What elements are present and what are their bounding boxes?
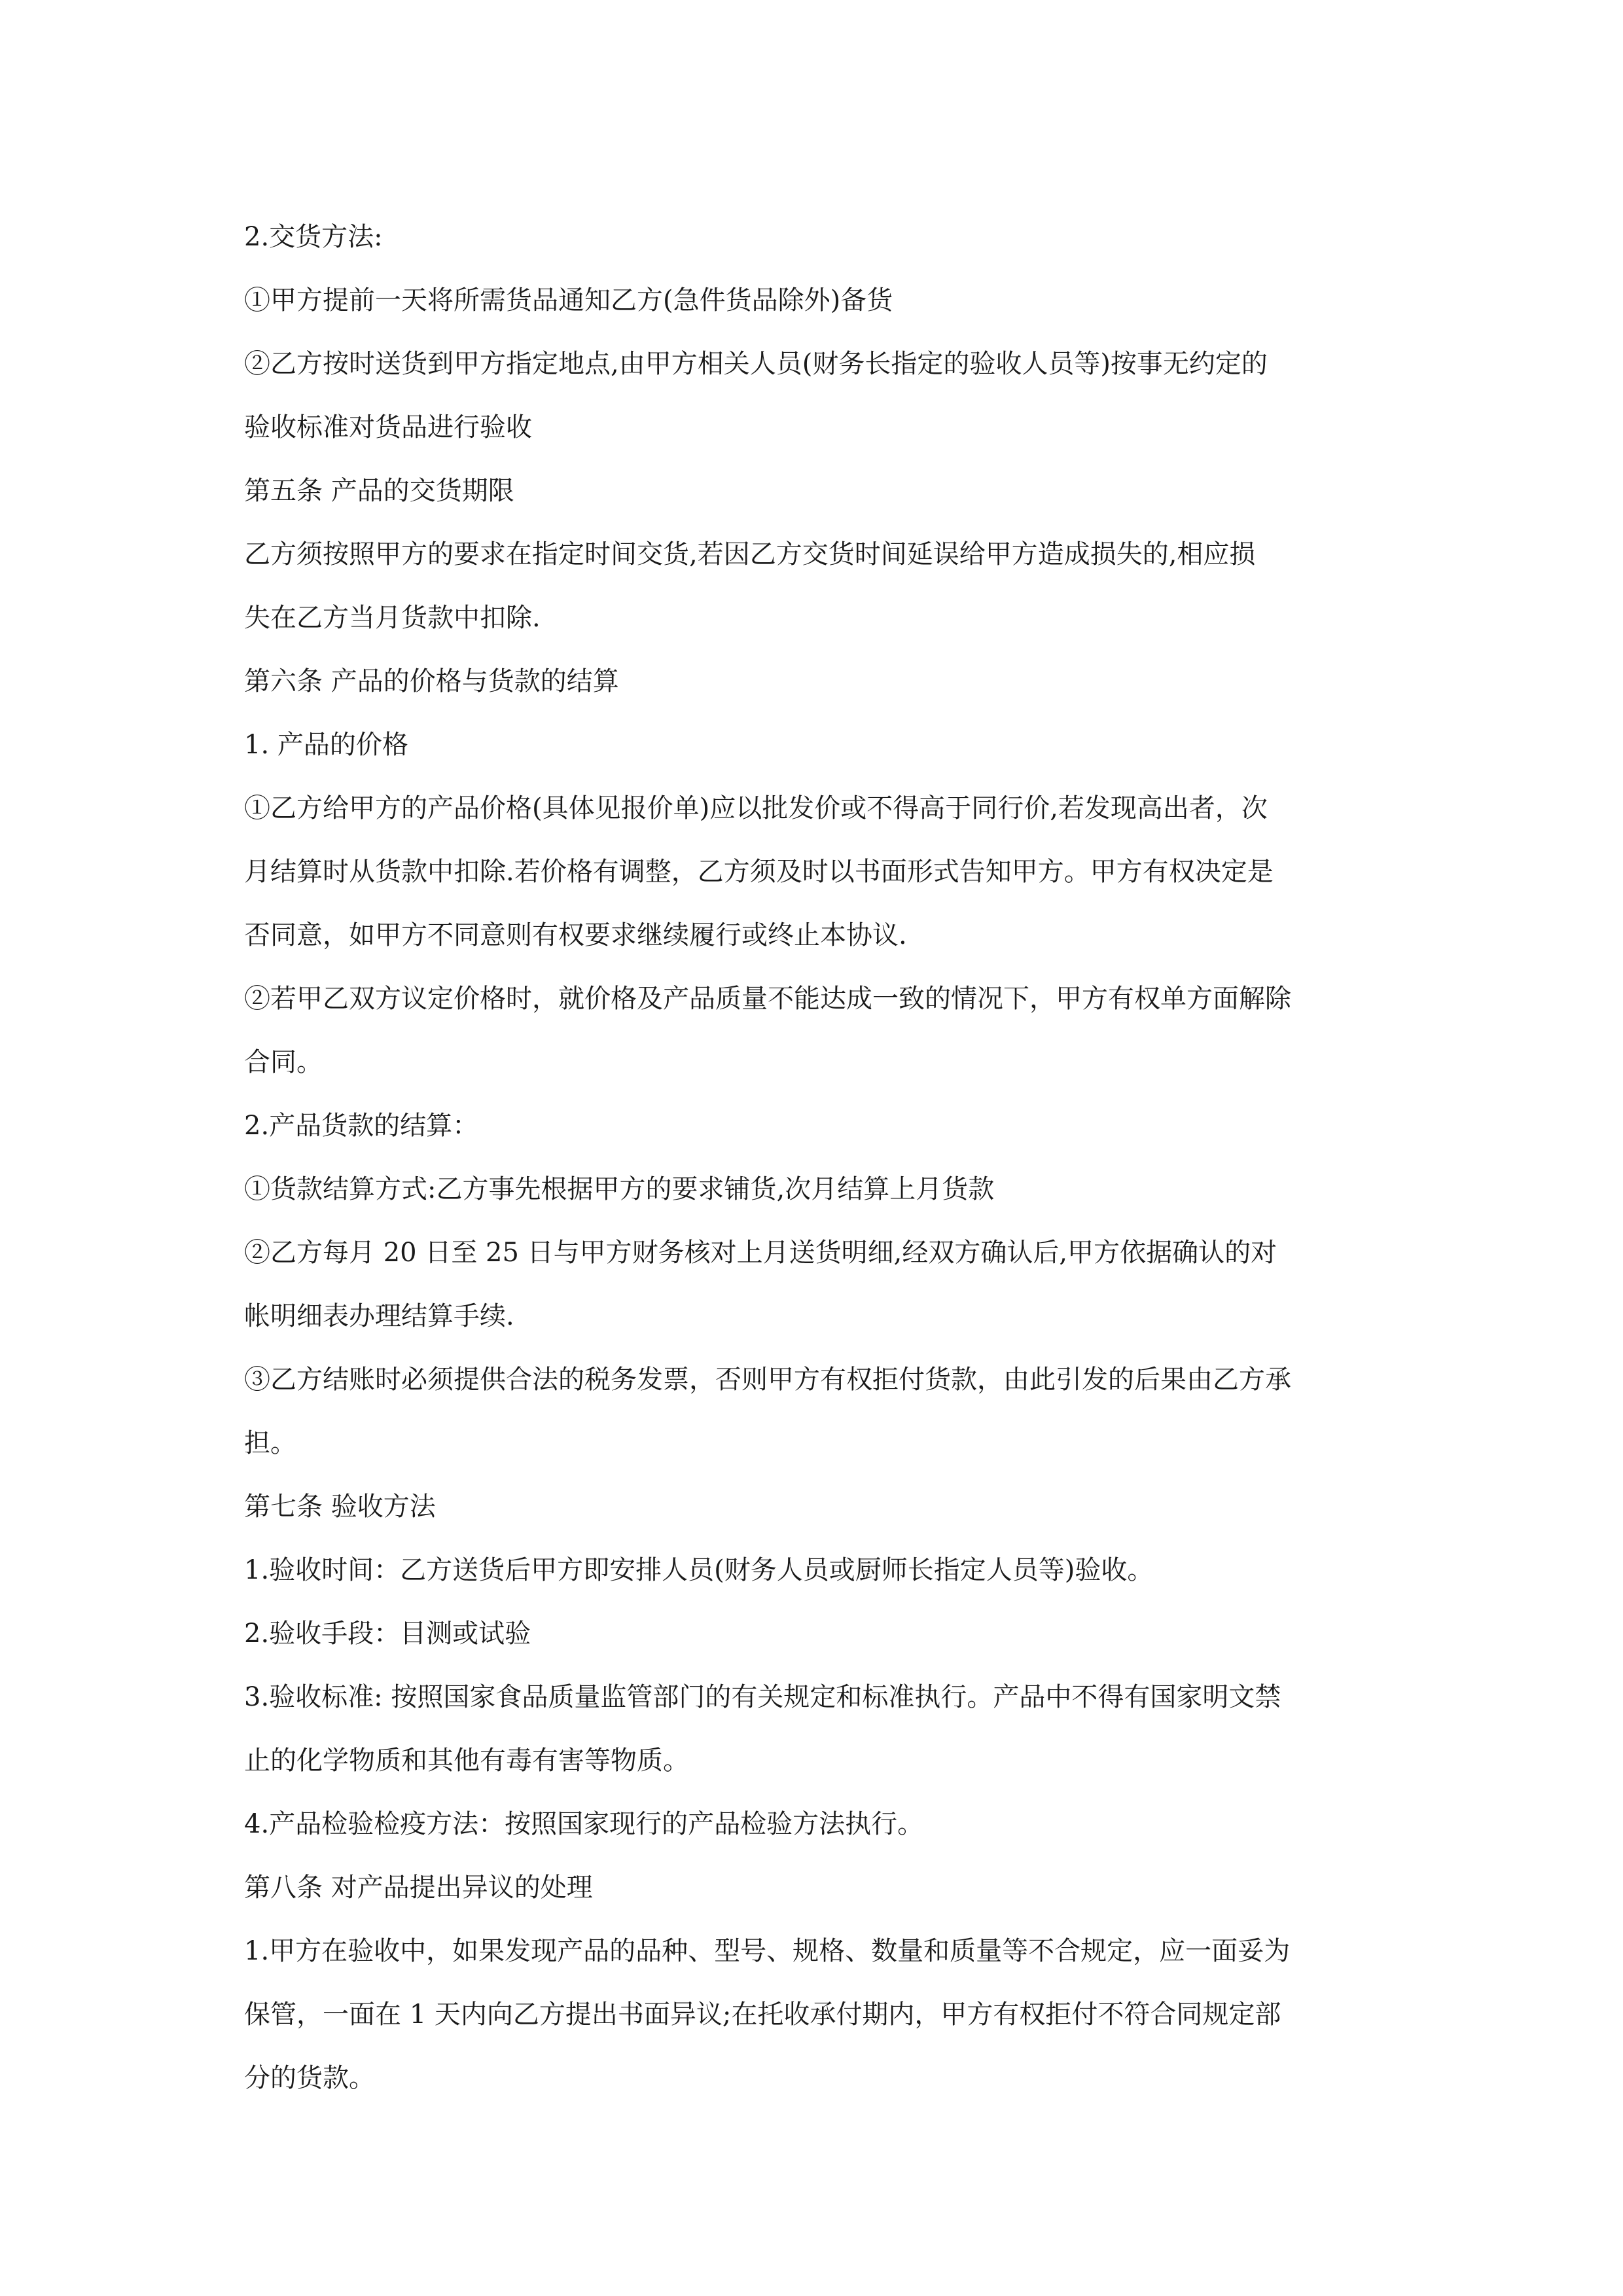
paragraph-line: 分的货款。	[244, 2063, 375, 2093]
paragraph-line: ①货款结算方式:乙方事先根据甲方的要求铺货,次月结算上月货款	[244, 1174, 995, 1204]
article-6-heading: 第六条 产品的价格与货款的结算	[244, 666, 619, 696]
paragraph-line: 失在乙方当月货款中扣除.	[244, 603, 541, 633]
paragraph-line: 乙方须按照甲方的要求在指定时间交货,若因乙方交货时间延误给甲方造成损失的,相应损	[244, 539, 1256, 569]
paragraph-line: 月结算时从货款中扣除.若价格有调整，乙方须及时以书面形式告知甲方。甲方有权决定是	[244, 857, 1274, 887]
paragraph-line: ③乙方结账时必须提供合法的税务发票，否则甲方有权拒付货款，由此引发的后果由乙方承	[244, 1365, 1291, 1395]
paragraph-line: 帐明细表办理结算手续.	[244, 1301, 514, 1331]
paragraph-line: 否同意，如甲方不同意则有权要求继续履行或终止本协议.	[244, 920, 907, 950]
paragraph-line: 合同。	[244, 1047, 323, 1077]
article-5-heading: 第五条 产品的交货期限	[244, 476, 514, 506]
paragraph-line: ①甲方提前一天将所需货品通知乙方(急件货品除外)备货	[244, 285, 893, 315]
paragraph-line: 1.甲方在验收中，如果发现产品的品种、型号、规格、数量和质量等不合规定，应一面妥为	[244, 1936, 1291, 1966]
paragraph-line: 止的化学物质和其他有毒有害等物质。	[244, 1746, 689, 1776]
paragraph-line: ②乙方按时送货到甲方指定地点,由甲方相关人员(财务长指定的验收人员等)按事无约定的	[244, 349, 1268, 379]
paragraph-line: 1.验收时间：乙方送货后甲方即安排人员(财务人员或厨师长指定人员等)验收。	[244, 1555, 1154, 1585]
document-body	[244, 206, 1380, 2110]
paragraph-line: 2.验收手段：目测或试验	[244, 1619, 531, 1649]
paragraph-line: ②乙方每月 20 日至 25 日与甲方财务核对上月送货明细,经双方确认后,甲方依据确认的对	[244, 1238, 1277, 1268]
article-7-heading: 第七条 验收方法	[244, 1492, 436, 1522]
payment-settlement-heading: 2.产品货款的结算：	[244, 1111, 479, 1141]
product-price-heading: 1. 产品的价格	[244, 730, 408, 760]
paragraph-line: 保管，一面在 1 天内向乙方提出书面异议;在托收承付期内，甲方有权拒付不符合同规定部	[244, 2000, 1281, 2030]
paragraph-line: ①乙方给甲方的产品价格(具体见报价单)应以批发价或不得高于同行价,若发现高出者，次	[244, 793, 1268, 823]
paragraph-line: 验收标准对货品进行验收	[244, 412, 532, 442]
delivery-method-heading: 2.交货方法:	[244, 222, 383, 252]
paragraph-line: 担。	[244, 1428, 296, 1458]
paragraph-line: 3.验收标准: 按照国家食品质量监管部门的有关规定和标准执行。产品中不得有国家明文禁	[244, 1682, 1281, 1712]
article-8-heading: 第八条 对产品提出异议的处理	[244, 1873, 593, 1903]
paragraph-line: 4.产品检验检疫方法：按照国家现行的产品检验方法执行。	[244, 1809, 924, 1839]
paragraph-line: ②若甲乙双方议定价格时，就价格及产品质量不能达成一致的情况下，甲方有权单方面解除	[244, 984, 1291, 1014]
